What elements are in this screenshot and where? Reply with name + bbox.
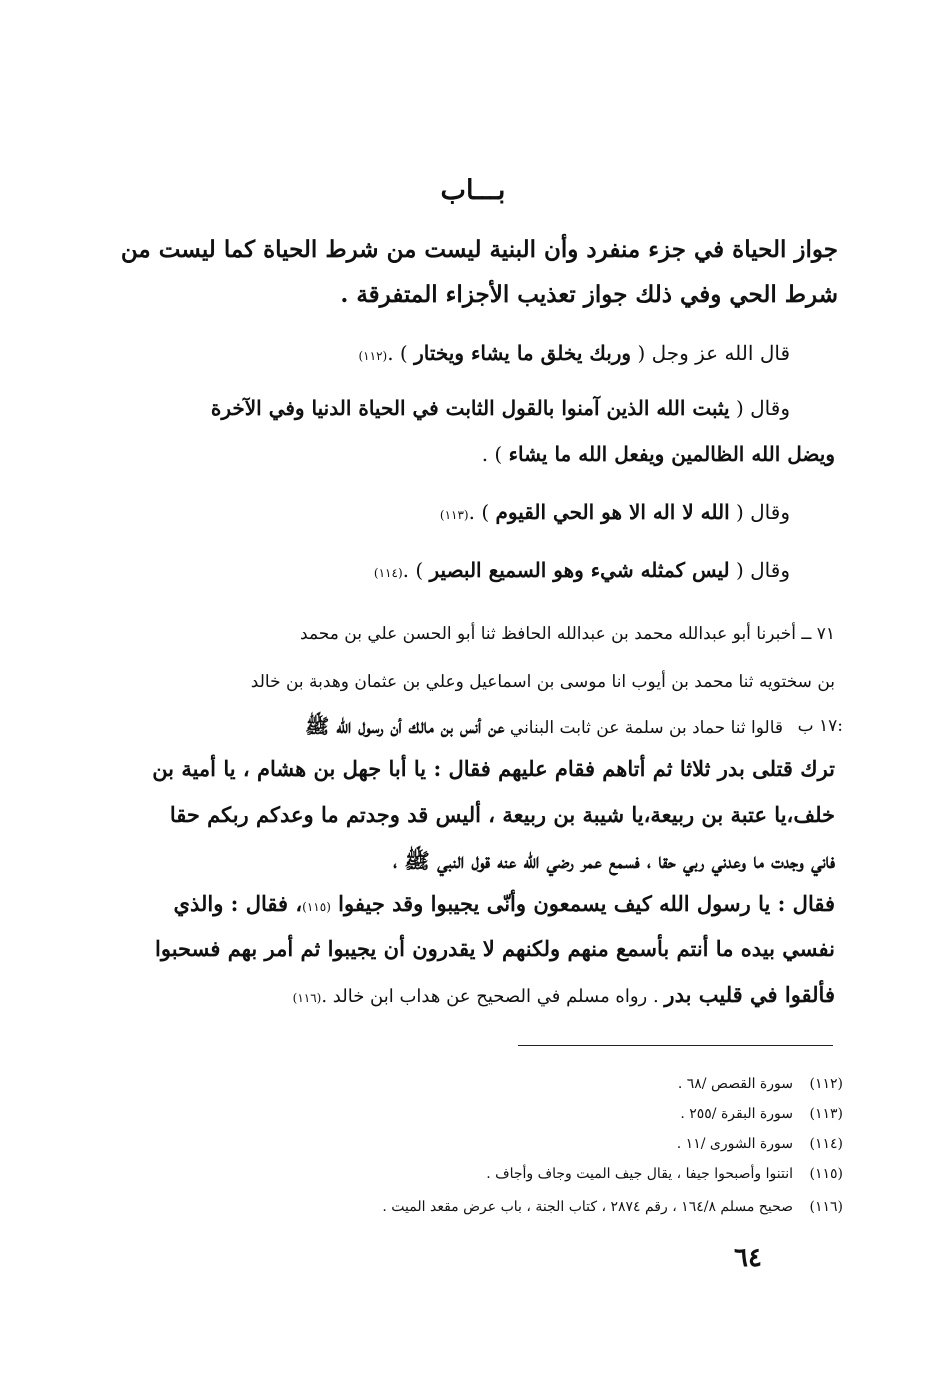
footnote-ref: (١١٢) bbox=[358, 349, 388, 363]
footnote-text: سورة القصص /٦٨ . bbox=[677, 1076, 793, 1092]
hadith-line-1: ٧١ ــ أخبرنا أبو عبدالله محمد بن عبدالله الحافظ ثنا أبو الحسن علي بن محمد bbox=[300, 624, 835, 644]
footnote-number: (١١٣) bbox=[809, 1106, 843, 1122]
footnote-divider bbox=[518, 1045, 833, 1046]
footnote-item bbox=[123, 1073, 843, 1092]
verse-line-4 bbox=[440, 502, 790, 522]
hadith-line-8: نفسي بيده ما أنتم بأسمع منهم ولكنهم لا يقدرون أن يجيبوا ثم أمر بهم فسحبوا bbox=[155, 936, 835, 961]
verse-tail: ) . bbox=[468, 500, 496, 524]
footnote-item bbox=[123, 1133, 843, 1152]
hadith-line-2: بن سختويه ثنا محمد بن أيوب انا موسى بن اسماعيل وعلي بن عثمان وهدبة بن خالد bbox=[250, 672, 835, 692]
footnote-text: سورة البقرة /٢٥٥ . bbox=[680, 1106, 793, 1122]
footnote-item bbox=[123, 1103, 843, 1122]
verse-text: ليس كمثله شيء وهو السميع البصير bbox=[429, 558, 730, 582]
verse-text: الله لا اله الا هو الحي القيوم bbox=[495, 500, 730, 524]
footnote-number: (١١٦) bbox=[809, 1199, 843, 1215]
footnote-number: (١١٥) bbox=[809, 1166, 843, 1182]
matn-text: عن أنس بن مالك أن رسول الله ﷺ bbox=[305, 714, 505, 738]
footnote-ref: (١١٥) bbox=[302, 900, 331, 914]
verse-text: يثبت الله الذين آمنوا بالقول الثابت في الحياة الدنيا وفي الآخرة bbox=[210, 396, 730, 420]
hadith-line-7 bbox=[174, 893, 835, 914]
footnote-ref: (١١٣) bbox=[439, 508, 469, 522]
verse-lead: وقال ( bbox=[729, 500, 790, 524]
footnote-text: سورة الشورى /١١ . bbox=[676, 1136, 793, 1152]
hadith-line-9 bbox=[293, 984, 835, 1006]
margin-note: :١٧ ب bbox=[797, 716, 843, 736]
verse-lead: وقال ( bbox=[729, 396, 790, 420]
page-number: ٦٤ bbox=[734, 1243, 762, 1273]
verse-lead: قال الله عز وجل ( bbox=[631, 341, 790, 365]
footnote-number: (١١٤) bbox=[809, 1136, 843, 1152]
footnote-item bbox=[123, 1196, 843, 1215]
matn-text: فألقوا في قليب بدر bbox=[664, 982, 835, 1007]
footnote-ref: (١١٦) bbox=[292, 991, 322, 1005]
hadith-line-4: ترك قتلى بدر ثلاثا ثم أتاهم فقام عليهم فقال : يا أبا جهل بن هشام ، يا أمية بن bbox=[152, 756, 835, 781]
hadith-line-5: خلف،يا عتبة بن ربيعة،يا شيبة بن ربيعة ، أليس قد وجدتم ما وعدكم ربكم حقا bbox=[169, 802, 835, 827]
verse-tail: ) . bbox=[481, 442, 509, 466]
intro-line-1: جواز الحياة في جزء منفرد وأن البنية ليست من شرط الحياة كما ليست من bbox=[120, 236, 838, 263]
footnote-ref: (١١٤) bbox=[373, 566, 403, 580]
isnad-text: قالوا ثنا حماد بن سلمة عن ثابت البناني bbox=[504, 718, 783, 738]
verse-line-1 bbox=[358, 343, 790, 363]
matn-text: فقال : يا رسول الله كيف يسمعون وأنّى يجيبوا وقد جيفوا bbox=[330, 891, 835, 916]
chapter-title: بـــاب bbox=[440, 175, 506, 206]
verse-tail: ) . bbox=[387, 341, 415, 365]
intro-line-2: شرط الحي وفي ذلك جواز تعذيب الأجزاء المتفرقة . bbox=[340, 281, 838, 308]
footnote-text: انتنوا وأصبحوا جيفا ، يقال جيف الميت وجاف وأجاف . bbox=[486, 1166, 793, 1182]
hadith-line-3 bbox=[305, 716, 783, 737]
footnote-number: (١١٢) bbox=[809, 1076, 843, 1092]
verse-line-5 bbox=[374, 560, 790, 580]
verse-text: وربك يخلق ما يشاء ويختار bbox=[414, 341, 632, 365]
hadith-line-6: فاني وجدت ما وعدني ربي حقا ، فسمع عمر رضي الله عنه قول النبي ﷺ ، bbox=[393, 848, 835, 873]
footnote-item bbox=[123, 1163, 843, 1182]
footnote-text: صحيح مسلم ١٦٤/٨ ، رقم ٢٨٧٤ ، كتاب الجنة ، باب عرض مقعد الميت . bbox=[382, 1199, 793, 1215]
verse-lead: وقال ( bbox=[729, 558, 790, 582]
takhrij-text: . رواه مسلم في الصحيح عن هداب ابن خالد . bbox=[321, 986, 665, 1007]
matn-text: ، فقال : والذي bbox=[173, 891, 303, 916]
verse-text: ويضل الله الظالمين ويفعل الله ما يشاء bbox=[508, 442, 835, 466]
verse-line-2 bbox=[211, 398, 790, 418]
verse-line-3 bbox=[482, 444, 835, 464]
verse-tail: ) . bbox=[402, 558, 430, 582]
